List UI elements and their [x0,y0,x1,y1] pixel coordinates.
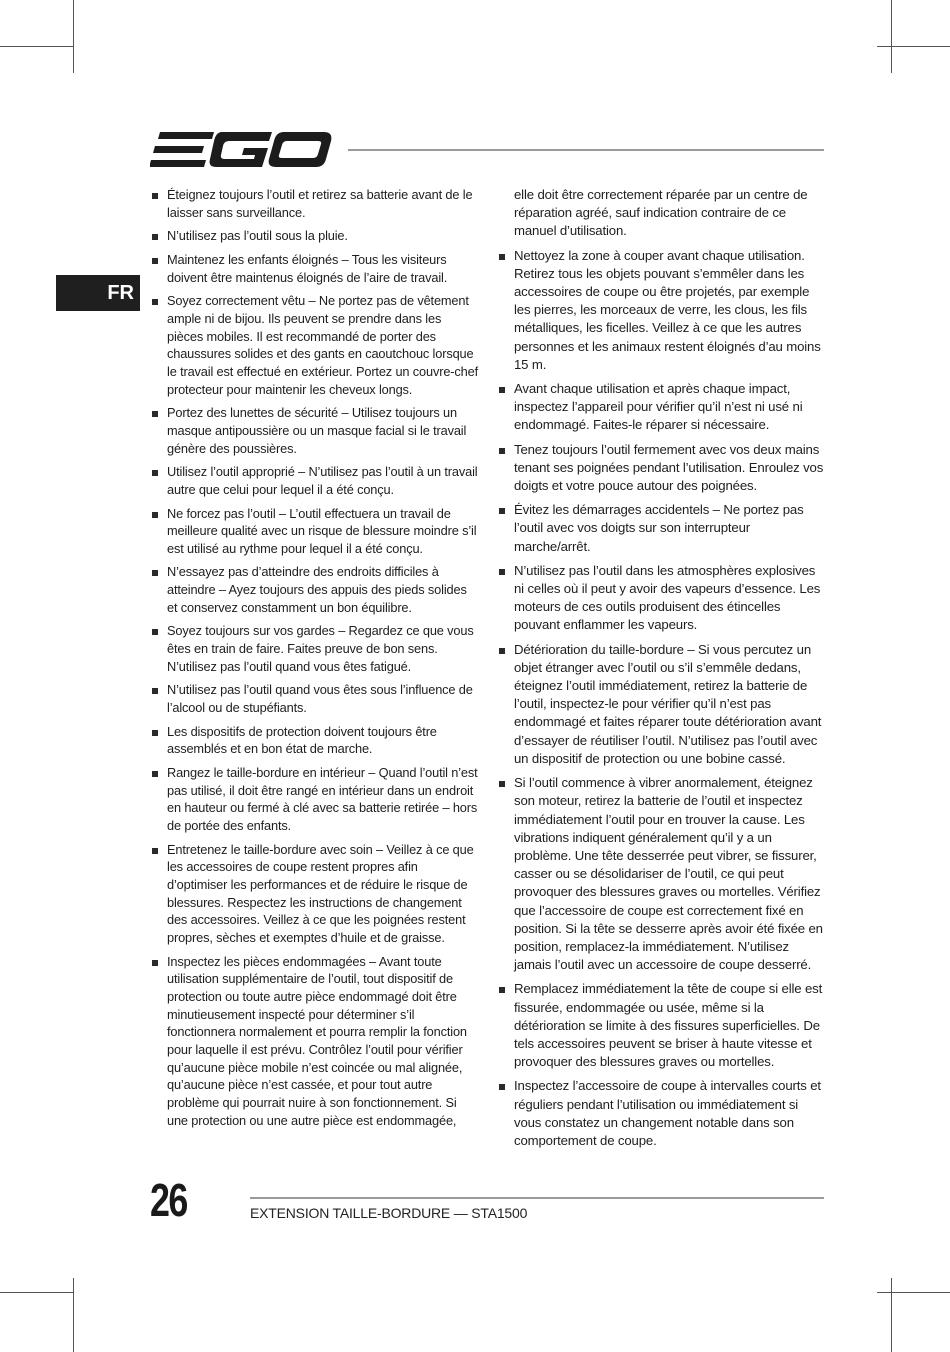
bullet-text: Remplacez immédiatement la tête de coupe si elle est fissurée, endommagée ou usée, même si la détérioration se limite à des fissures superficielles. De tels accessoires peuvent se briser à haute vitesse et provoquer des blessures graves ou mortelles. [514,981,823,1070]
bullet-square-icon [152,570,158,576]
bullet-square-icon [152,688,158,694]
page-number: 26 [150,1174,187,1226]
bullet-item [150,505,478,558]
bullet-item [497,774,827,974]
bullet-square-icon [152,234,158,240]
bullet-item [150,251,478,286]
bullet-square-icon [499,987,505,993]
bullet-text: N’utilisez pas l’outil quand vous êtes sous l’influence de l’alcool ou de stupéfiants. [167,682,473,716]
bullet-item [150,681,478,716]
left-bullet-list [150,186,478,1129]
bullet-square-icon [152,258,158,264]
bullet-item [150,723,478,758]
crop-mark [877,46,950,47]
bullet-item [150,841,478,947]
bullet-text: Inspectez les pièces endommagées – Avant toute utilisation supplémentaire de l’outil, tout dispositif de protection ou toute autre pièce endommagé doit être minutieusement inspecté pour déterminer s’il fonctionnera normalement et pourra remplir la fonction pour laquelle il est prévu. Contrôlez l’outil pour vérifier qu’aucune pièce mobile n’est coincée ou mal alignée, qu’aucune pièce n’est cassée, et pour tout autre problème qui pourrait nuire à son fonctionnement. Si une protection ou une autre pièce est endommagée, [167,953,467,1128]
bullet-text: Soyez correctement vêtu – Ne portez pas de vêtement ample ni de bijou. Ils peuvent se prendre dans les pièces mobiles. Il est recommandé de porter des chaussures solides et des gants en caoutchouc lorsque le travail est effectué en extérieur. Portez un couvre-chef protecteur pour maintenir les cheveux longs. [167,293,479,397]
footer-title: EXTENSION TAILLE-BORDURE — STA1500 [250,1205,528,1221]
bullet-text: Éteignez toujours l’outil et retirez sa batterie avant de le laisser sans surveillance. [167,187,473,220]
bullet-item [150,227,478,245]
bullet-text: Si l’outil commence à vibrer anormalement, éteignez son moteur, retirez la batterie de l’outil et inspectez immédiatement l’outil pour en trouver la cause. Les vibrations indiquent généralement qu’il y a un problème. Une tête desserrée peut vibrer, se fissurer, casser ou se désolidariser de l’outil, ce qui peut provoquer des blessures graves ou mortelles. Vérifiez que l’accessoire de coupe est correctement fixé en position. Si la tête se desserre après avoir été fixée en position, remplacez-la immédiatement. N’utilisez jamais l’outil avec un accessoire de coupe desserré. [514,775,823,973]
bullet-item [150,404,478,457]
bullet-item [150,953,478,1130]
bullet-item [150,292,478,398]
bullet-text: Ne forcez pas l’outil – L’outil effectuera un travail de meilleure qualité avec un risque de blessure moindre s’il est utilisé au rythme pour lequel il a été conçu. [167,505,477,556]
crop-mark [0,46,73,47]
bullet-item [150,186,478,221]
bullet-text: Portez des lunettes de sécurité – Utilisez toujours un masque antipoussière ou un masque facial si le travail génère des poussières. [167,405,467,456]
bullet-text: Tenez toujours l’outil fermement avec vos deux mains tenant ses poignées pendant l’utilisation. Enroulez vos doigts et votre pouce autour des poignées. [514,441,824,494]
bullet-square-icon [152,960,158,966]
bullet-text: Utilisez l’outil approprié – N’utilisez pas l’outil à un travail autre que celui pour lequel il a été conçu. [167,464,478,497]
bullet-text: Inspectez l’accessoire de coupe à intervalles courts et réguliers pendant l’utilisation ou immédiatement si vous constatez un changement notable dans son comportement de coupe. [514,1078,821,1148]
bullet-text: N’utilisez pas l’outil sous la pluie. [167,228,348,244]
bullet-square-icon [499,1084,505,1090]
continuation-paragraph: elle doit être correctement réparée par un centre de réparation agréé, sauf indication contraire de ce manuel d’utilisation. [514,187,808,239]
bullet-item [497,562,827,635]
bullet-square-icon [152,193,158,199]
crop-mark [877,1292,950,1293]
bullet-text: Évitez les démarrages accidentels – Ne portez pas l’outil avec vos doigts sur son interrupteur marche/arrêt. [514,502,804,554]
language-tab [56,275,140,311]
bullet-square-icon [499,254,505,260]
bullet-text: Maintenez les enfants éloignés – Tous les visiteurs doivent être maintenus éloignés de l’aire de travail. [167,251,448,285]
bullet-square-icon [152,771,158,777]
bullet-square-icon [152,299,158,305]
bullet-square-icon [152,411,158,417]
language-tab-label: FR [107,281,134,304]
bullet-square-icon [499,569,505,575]
bullet-item [497,441,827,496]
bullet-item [497,641,827,768]
bullet-text: Entretenez le taille-bordure avec soin – Veillez à ce que les accessoires de coupe restent propres afin d’optimiser les performances et de réduire le risque de blessures. Respectez les instructions de changement des accessoires. Veillez à ce que les poignées restent propres, sèches et exemptes d’huile et de graisse. [167,841,474,945]
bullet-square-icon [152,730,158,736]
bullet-item [150,622,478,675]
footer-rule [250,1197,824,1199]
bullet-square-icon [499,781,505,787]
bullet-square-icon [152,848,158,854]
bullet-square-icon [499,387,505,393]
bullet-item [497,980,827,1071]
bullet-square-icon [499,508,505,514]
bullet-item [497,501,827,556]
bullet-item [150,463,478,498]
ego-logo-mark [150,128,332,172]
bullet-item [150,563,478,616]
right-column [497,186,827,1156]
crop-mark [73,0,74,73]
bullet-text: N’utilisez pas l’outil dans les atmosphères explosives ni celles où il peut y avoir des vapeurs d’essence. Les moteurs de ces outils produisent des étincelles pouvant enflammer les vapeurs. [514,562,821,633]
bullet-square-icon [152,512,158,518]
bullet-text: N’essayez pas d’atteindre des endroits difficiles à atteindre – Ayez toujours des appuis des pieds solides et conservez constamment un bon équilibre. [167,564,467,615]
bullet-square-icon [152,470,158,476]
left-column [150,186,478,1135]
bullet-text: Rangez le taille-bordure en intérieur – Quand l’outil n’est pas utilisé, il doit être rangé en intérieur dans un endroit en hauteur ou fermé à clé avec sa batterie retirée – hors de portée des enfants. [167,765,478,833]
crop-mark [891,0,892,73]
bullet-text: Détérioration du taille-bordure – Si vous percutez un objet étranger avec l’outil ou s’il s’emmêle dedans, éteignez l’outil immédiatement, retirez la batterie de l’outil, inspectez-le pour vérifier qu’il n’est pas endommagé et faites réparer toute détérioration avant d’essayer de réutiliser l’outil. N’utilisez pas l’outil avec un dispositif de protection ou une bobine cassé. [514,641,822,766]
bullet-item [497,380,827,435]
right-bullet-list [497,186,827,1150]
header-rule [348,149,824,151]
bullet-item [497,1077,827,1150]
bullet-square-icon [499,448,505,454]
bullet-text: Les dispositifs de protection doivent toujours être assemblés et en bon état de marche. [167,723,437,757]
bullet-text: Soyez toujours sur vos gardes – Regardez ce que vous êtes en train de faire. Faites preuve de bon sens. N’utilisez pas l’outil quand vous êtes fatigué. [167,623,474,674]
crop-mark [0,1292,73,1293]
bullet-item [497,247,827,374]
bullet-text: Nettoyez la zone à couper avant chaque utilisation. Retirez tous les objets pouvant s’emmêler dans les accessoires de coupe ou être projetés, par exemple les pierres, les morceaux de verre, les clous, les fils métalliques, les ficelles. Veillez à ce que les autres personnes et les animaux restent éloignés d’au moins 15 m. [514,247,821,372]
crop-mark [73,1278,74,1352]
bullet-item [150,764,478,835]
bullet-square-icon [152,629,158,635]
bullet-text: Avant chaque utilisation et après chaque impact, inspectez l’appareil pour vérifier qu’il n’est ni usé ni endommagé. Faites-le réparer si nécessaire. [514,381,803,433]
ego-logo [150,128,332,172]
crop-mark [891,1278,892,1352]
bullet-square-icon [499,648,505,654]
